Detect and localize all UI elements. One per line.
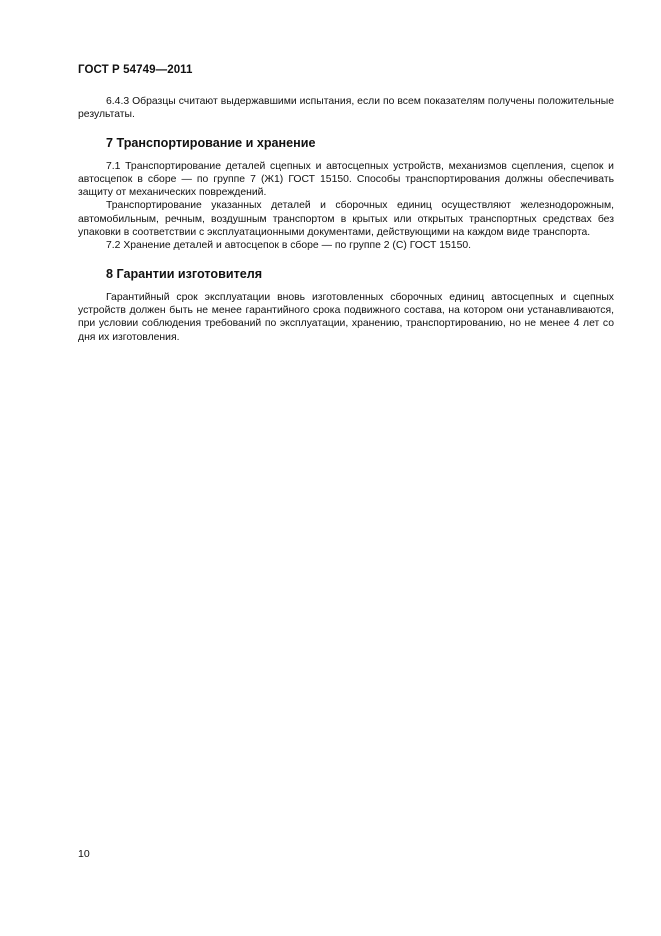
section-7-heading: 7 Транспортирование и хранение <box>106 135 316 150</box>
clause-7-2: 7.2 Хранение деталей и автосцепок в сборе — по группе 2 (С) ГОСТ 15150. <box>106 240 472 252</box>
clause-7-1-transport-methods: Транспортирование указанных деталей и сборочных единиц осуществляют железнодорожным, автомобильным, речным, воздушным транспортом в крытых или открытых транспортных средствах без упаковки в соответствии с эксплуатационными документами, действующими на каждом виде транспорта. <box>78 200 614 239</box>
page-content <box>78 95 614 344</box>
clause-8-warranty: Гарантийный срок эксплуатации вновь изготовленных сборочных единиц автосцепных и сцепных устройств должен быть не менее гарантийного срока подвижного состава, на котором они устанавливаются, при условии соблюдения требований по эксплуатации, хранению, транспортированию, но не менее 4 лет со дня их изготовления. <box>78 291 614 343</box>
document-code-header: ГОСТ Р 54749—2011 <box>78 64 193 76</box>
clause-7-1: 7.1 Транспортирование деталей сцепных и автосцепных устройств, механизмов сцепления, сцепок и автосцепок в сборе — по группе 7 (Ж1) ГОСТ 15150. Способы транспортирования должны обеспечивать защиту от механических повреждений. <box>78 160 614 199</box>
section-8-heading: 8 Гарантии изготовителя <box>106 266 263 281</box>
clause-6-4-3: 6.4.3 Образцы считают выдержавшими испытания, если по всем показателям получены положительные результаты. <box>78 96 614 121</box>
page-number: 10 <box>78 848 90 860</box>
